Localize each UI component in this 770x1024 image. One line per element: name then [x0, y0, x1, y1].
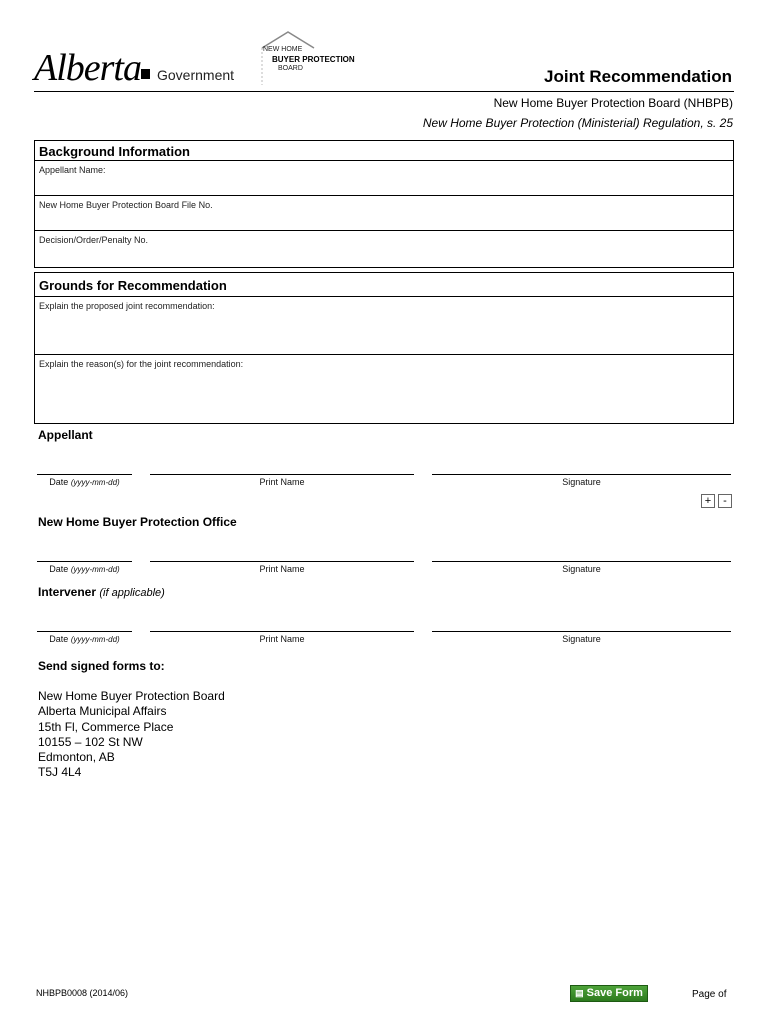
date-caption: Date (yyyy-mm-dd) [49, 477, 120, 487]
address-line: Edmonton, AB [38, 750, 115, 765]
signature-caption: Signature [562, 634, 601, 644]
print-name-line[interactable] [150, 474, 414, 475]
decision-order-penalty-field[interactable]: Decision/Order/Penalty No. [39, 235, 149, 245]
signature-caption: Signature [562, 477, 601, 487]
page-indicator: Page of [692, 989, 727, 1000]
date-line[interactable] [37, 631, 132, 632]
proposed-recommendation-field[interactable]: Explain the proposed joint recommendation: [35, 297, 733, 355]
section-heading: Grounds for Recommendation [35, 273, 733, 297]
signature-line[interactable] [432, 561, 731, 562]
board-logo [258, 30, 358, 88]
address-line: 10155 – 102 St NW [38, 734, 143, 749]
office-heading: New Home Buyer Protection Office [38, 515, 237, 529]
address-line: T5J 4L4 [38, 765, 82, 780]
regulation-reference: New Home Buyer Protection (Ministerial) Regulation, s. 25 [422, 116, 733, 130]
background-information-section [34, 140, 734, 268]
mailing-address [38, 689, 225, 781]
address-line: 15th Fl, Commerce Place [38, 719, 174, 734]
section-heading: Background Information [35, 141, 733, 161]
remove-row-button[interactable]: - [718, 494, 732, 508]
board-logo-line3: BOARD [278, 65, 303, 72]
print-name-line[interactable] [150, 631, 414, 632]
print-name-caption: Print Name [259, 564, 305, 574]
print-name-line[interactable] [150, 561, 414, 562]
date-line[interactable] [37, 474, 132, 475]
appellant-name-field[interactable]: Appellant Name: [35, 161, 733, 196]
form-code: NHBPB0008 (2014/06) [36, 988, 129, 998]
board-logo-line1: NEW HOME [263, 46, 303, 53]
grounds-section [34, 272, 734, 424]
address-line: New Home Buyer Protection Board [38, 689, 225, 703]
date-caption: Date (yyyy-mm-dd) [49, 634, 120, 644]
board-file-number-field[interactable]: New Home Buyer Protection Board File No. [35, 196, 733, 231]
address-line: Alberta Municipal Affairs [38, 704, 167, 719]
appellant-heading: Appellant [38, 428, 93, 442]
print-name-caption: Print Name [259, 477, 305, 487]
signature-caption: Signature [562, 564, 601, 574]
floppy-disk-icon: ▤ [575, 988, 584, 998]
date-caption: Date (yyyy-mm-dd) [49, 564, 120, 574]
save-form-button[interactable]: ▤ Save Form [570, 985, 648, 1002]
print-name-caption: Print Name [259, 634, 305, 644]
alberta-flag-icon [141, 69, 150, 79]
recommendation-reasons-field[interactable]: Explain the reason(s) for the joint recommendation: [39, 359, 244, 369]
signature-line[interactable] [432, 474, 731, 475]
date-line[interactable] [37, 561, 132, 562]
send-heading: Send signed forms to: [38, 659, 165, 673]
add-row-button[interactable]: + [701, 494, 715, 508]
alberta-logo: Alberta [34, 47, 141, 89]
document-subtitle: New Home Buyer Protection Board (NHBPB) [493, 96, 733, 110]
title-divider [34, 91, 734, 92]
intervener-heading: Intervener (if applicable) [38, 585, 165, 599]
document-title: Joint Recommendation [544, 67, 732, 86]
board-logo-line2: BUYER PROTECTION [272, 55, 355, 64]
government-label: Government [157, 67, 235, 83]
signature-line[interactable] [432, 631, 731, 632]
